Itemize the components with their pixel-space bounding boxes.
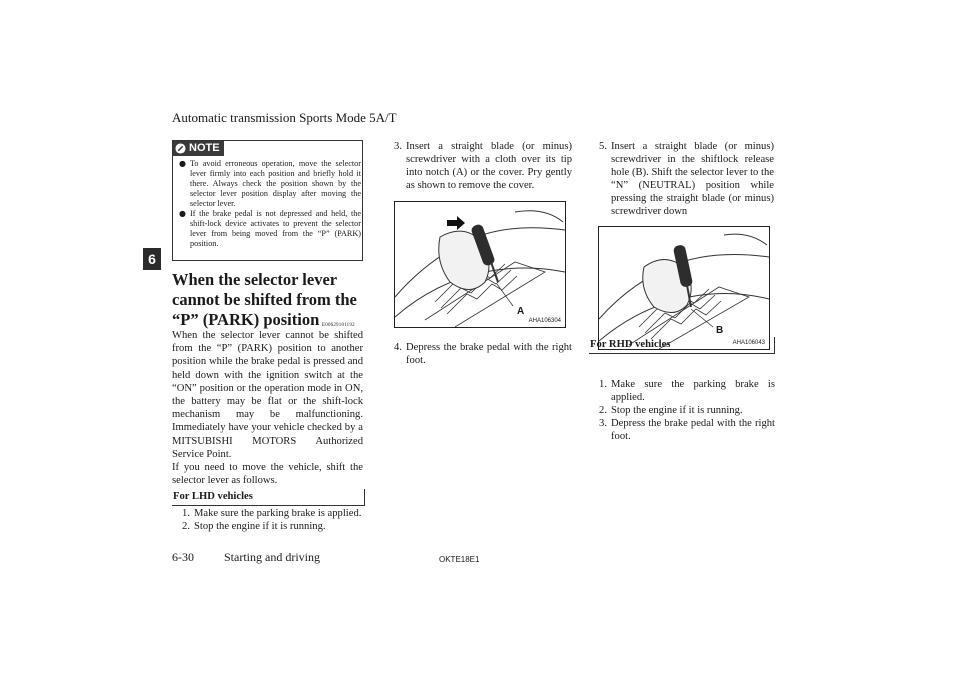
step-number: 5. [599, 141, 607, 152]
step-item [384, 341, 572, 367]
middle-step-4 [384, 341, 572, 367]
step-number: 4. [394, 342, 402, 353]
step-text: Insert a straight blade (or minus) screwdriver with a cloth over its tip into notch (A) or the cover. Pry gently as shown to remove the cover. [406, 141, 572, 191]
section-title: When the selector lever cannot be shifted from the “P” (PARK) position [172, 270, 357, 329]
note-item [179, 209, 361, 249]
step-number: 2. [182, 521, 190, 532]
step-text: Make sure the parking brake is applied. [194, 508, 362, 519]
page-number: 6-30 [172, 550, 194, 564]
step-text: Stop the engine if it is running. [194, 521, 326, 532]
step-text: Insert a straight blade (or minus) screwdriver in the shiftlock release hole (B). Shift the selector lever to the “N” (NEUTRAL) position while pressing the straight blade (or minus) screwdriver down [611, 141, 774, 217]
step-text: Depress the brake pedal with the right foot. [406, 342, 572, 366]
step-number: 1. [599, 379, 607, 390]
step-item [589, 378, 775, 404]
step-item [172, 507, 363, 520]
step-item [589, 140, 774, 218]
chapter-tab: 6 [143, 248, 161, 270]
callout-label: A [517, 306, 525, 317]
step-item [384, 140, 572, 192]
step-number: 3. [599, 418, 607, 429]
figure-remove-cover [394, 201, 566, 328]
shifter-illustration [599, 227, 769, 349]
note-item [179, 159, 361, 209]
rhd-heading: For RHD vehicles [589, 337, 775, 354]
right-column [589, 140, 774, 218]
note-list [179, 159, 361, 249]
note-label [173, 141, 224, 156]
bullet-icon: ● [179, 209, 186, 218]
step-item [172, 520, 363, 533]
rhd-steps [589, 378, 775, 443]
note-item-text: If the brake pedal is not depressed and held, the shift-lock device activates to prevent the selector lever from being moved from the “P” (PARK) position. [190, 209, 361, 248]
footer-code: OKTE18E1 [439, 555, 480, 564]
reference-code: E00629101192 [322, 323, 355, 328]
lhd-heading: For LHD vehicles [172, 489, 365, 506]
note-label-text: NOTE [189, 142, 220, 154]
running-header: Automatic transmission Sports Mode 5A/T [172, 110, 397, 125]
section-body [172, 329, 363, 487]
step-number: 1. [182, 508, 190, 519]
bullet-icon: ● [179, 159, 186, 168]
callout-label: B [716, 325, 724, 336]
step-item [589, 417, 775, 443]
footer-section-title: Starting and driving [224, 550, 320, 564]
pencil-icon [175, 143, 186, 154]
step-text: Make sure the parking brake is applied. [611, 379, 775, 403]
figure-code: AHA106304 [528, 318, 561, 324]
middle-column [384, 140, 572, 192]
body-paragraph: When the selector lever cannot be shifted from the “P” (PARK) position to another position while the brake pedal is pressed and held down with the ignition switch at the “ON” position or the operation mode in ON, the battery may be flat or the shift-lock mechanism may be malfunctioning. Immediately have your vehicle checked by a MITSUBISHI MOTORS Authorized Service Point. [172, 330, 363, 460]
note-box [172, 140, 363, 261]
step-number: 2. [599, 405, 607, 416]
lhd-steps [172, 507, 363, 533]
shifter-illustration [395, 202, 565, 327]
step-text: Stop the engine if it is running. [611, 405, 743, 416]
note-item-text: To avoid erroneous operation, move the selector lever firmly into each position and briefly hold it there. Always check the position shown by the selector lever position display after moving the selector lever. [190, 159, 361, 208]
body-paragraph: If you need to move the vehicle, shift the selector lever as follows. [172, 462, 363, 487]
step-text: Depress the brake pedal with the right foot. [611, 418, 775, 442]
step-item [589, 404, 775, 417]
figure-code: AHA106043 [732, 340, 765, 346]
step-number: 3. [394, 141, 402, 152]
figure-shiftlock-release [598, 226, 770, 350]
